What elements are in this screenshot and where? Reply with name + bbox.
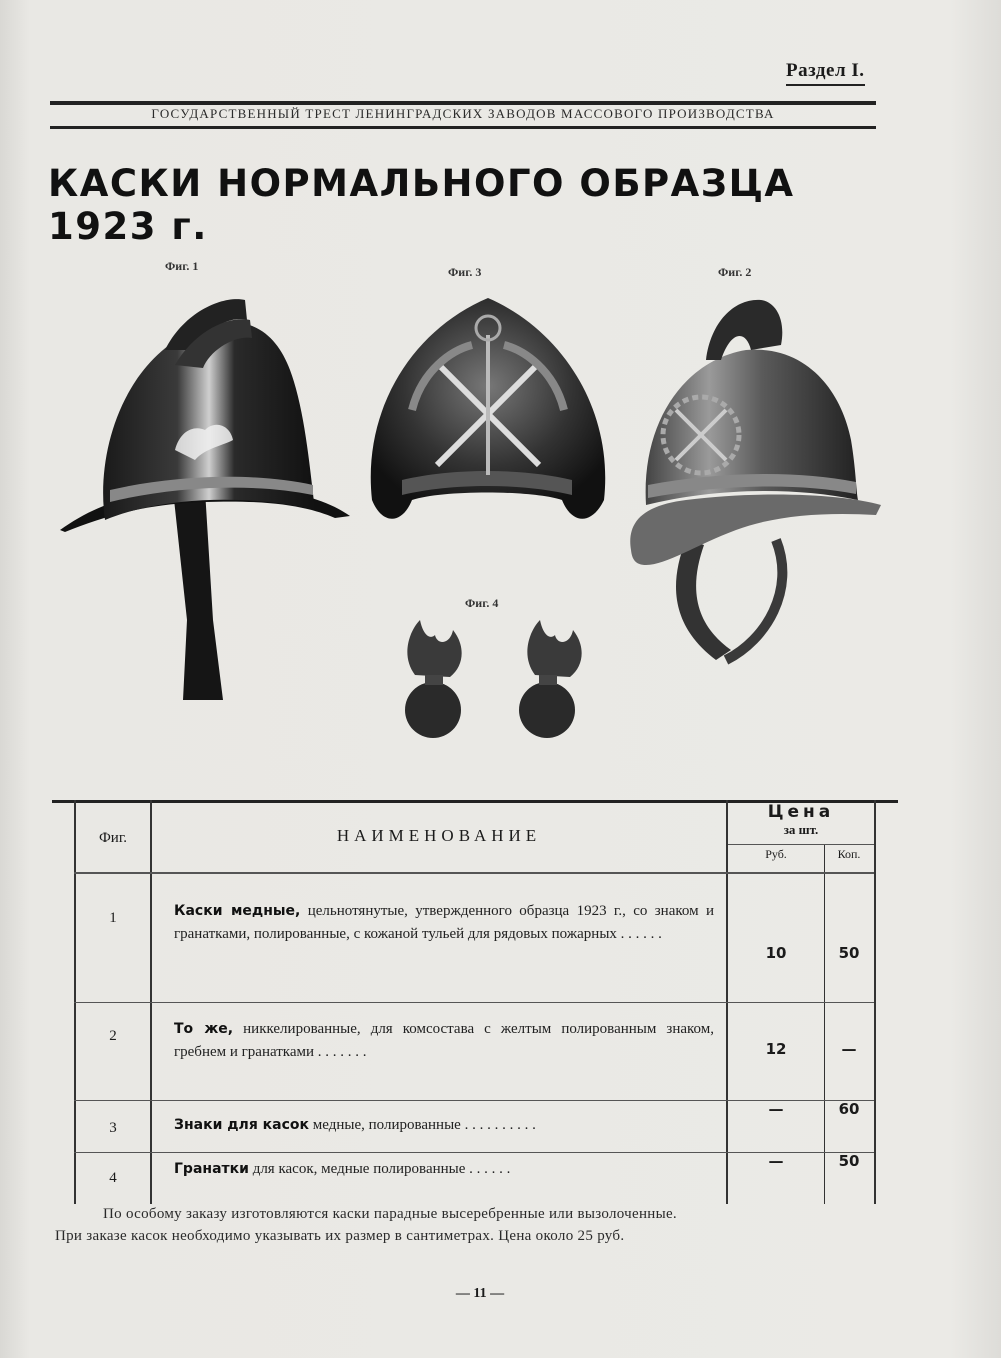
row1-title: Каски медные, [174, 903, 301, 919]
footnote-line1: По особому заказу изготовляются каски парадные высеребренные или вызолоченные. [103, 1206, 677, 1222]
header-kop: Коп. [837, 847, 861, 861]
row2-rub: 12 [765, 1040, 787, 1058]
row3-rub: — [768, 1100, 784, 1118]
table-hline [728, 844, 874, 845]
row4-rub: — [768, 1152, 784, 1170]
section-label: Раздел I. [786, 60, 865, 86]
fig2-caption: Фиг. 2 [718, 265, 752, 279]
trust-name: ГОСУДАРСТВЕННЫЙ ТРЕСТ ЛЕНИНГРАДСКИХ ЗАВОДОВ МАССОВОГО ПРОИЗВОДСТВА [151, 106, 775, 121]
row2-num: 2 [109, 1028, 117, 1044]
page-number: — 11 — [455, 1286, 505, 1301]
row3-num: 3 [109, 1120, 117, 1136]
row1-desc [174, 900, 714, 946]
grenades-fig4-image [395, 615, 590, 740]
row3-kop: 60 [838, 1100, 860, 1118]
helmet-fig2-image [626, 290, 886, 670]
row4-title: Гранатки [174, 1161, 249, 1177]
row4-desc [174, 1158, 714, 1181]
footnote-line2: При заказе касок необходимо указывать их размер в сантиметрах. Цена около 25 руб. [55, 1228, 625, 1244]
header-fig: Фиг. [98, 830, 128, 846]
helmet-fig3-image [362, 290, 614, 530]
row1-kop: 50 [838, 944, 860, 962]
table-vline [824, 844, 825, 1204]
row1-rub: 10 [765, 944, 787, 962]
helmet-fig1-image [55, 290, 355, 705]
row2-kop: — [841, 1040, 857, 1058]
price-table [52, 800, 898, 1204]
header-rub: Руб. [765, 847, 787, 861]
header-price-per-unit: за шт. [783, 822, 819, 837]
header-name: НАИМЕНОВАНИЕ [336, 826, 542, 845]
row2-title: То же, [174, 1021, 234, 1037]
header-rule-bottom [50, 126, 876, 129]
row2-text: никкелированные, для комсостава с желтым полированным знаком, гребнем и гранатками . . . . . . . [174, 1021, 714, 1060]
row4-text: для касок, медные полированные . . . . . . [248, 1161, 511, 1177]
row3-desc [174, 1114, 714, 1137]
fig1-caption: Фиг. 1 [165, 259, 199, 273]
table-hline [74, 872, 874, 874]
row1-text: цельнотянутые, утвержденного образца 1923 г., со знаком и гранатками, полированные, с кожаной тульей для рядовых пожарных . . . . . . [174, 903, 714, 942]
row3-title: Знаки для касок [174, 1117, 310, 1133]
table-vline [874, 800, 876, 1204]
row1-num: 1 [109, 910, 117, 926]
row4-kop: 50 [838, 1152, 860, 1170]
fig4-caption: Фиг. 4 [465, 596, 499, 610]
row4-num: 4 [109, 1170, 117, 1186]
table-hline [74, 1002, 874, 1003]
row2-desc [174, 1018, 714, 1064]
row3-text: медные, полированные . . . . . . . . . . [309, 1117, 536, 1133]
header-price: Цена [767, 802, 835, 822]
page-title: КАСКИ НОРМАЛЬНОГО ОБРАЗЦА 1923 г. [48, 162, 795, 248]
fig3-caption: Фиг. 3 [448, 265, 482, 279]
